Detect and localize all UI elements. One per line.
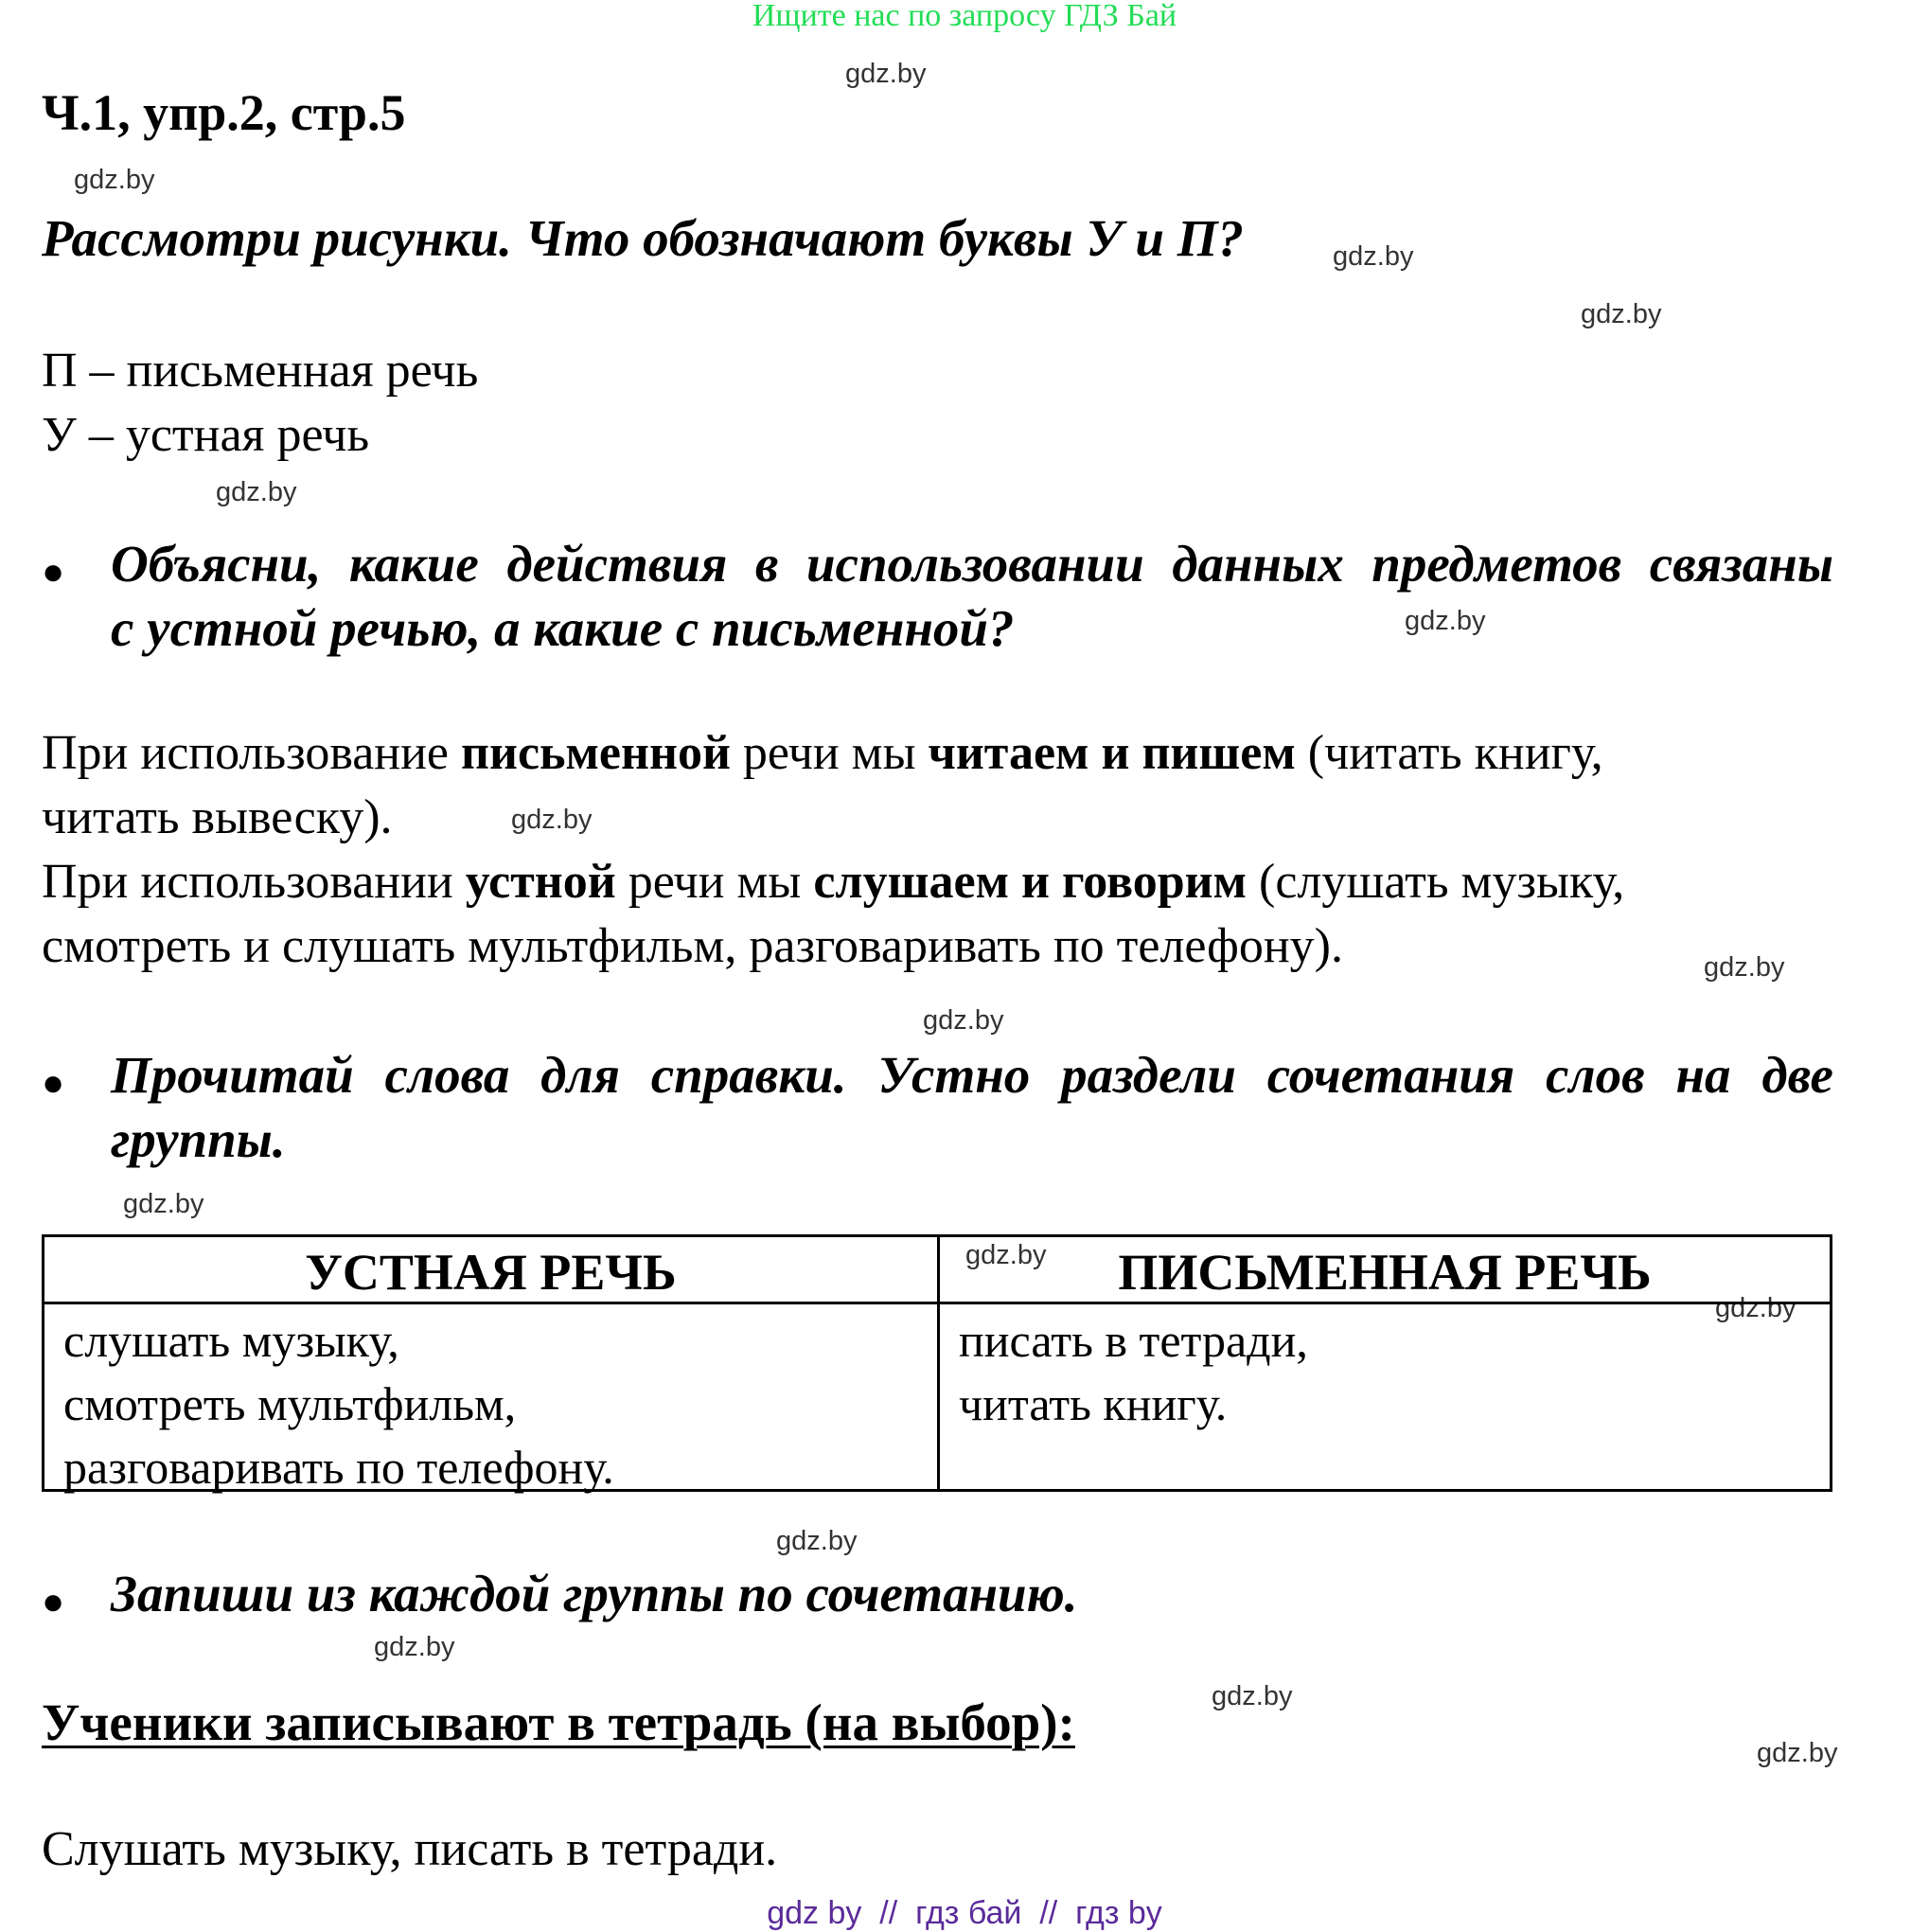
bold-text: письменной [461,726,731,780]
text: речи мы [615,855,814,909]
section-subheading: Ученики записывают в тетрадь (на выбор): [42,1693,1075,1751]
word: Устно [877,1046,1031,1104]
word: сочетания [1266,1046,1515,1104]
text: При использовании [42,855,466,909]
answer-line: читать вывеску). [42,790,393,844]
word: две [1761,1046,1833,1104]
watermark: gdz.by [74,165,155,195]
table-divider [44,1302,1830,1304]
word: предметов [1372,535,1622,593]
answer-line: П – письменная речь [42,344,479,398]
watermark: gdz.by [374,1632,455,1662]
word: слова [384,1046,510,1104]
answer-paragraph [42,854,1833,910]
watermark: gdz.by [965,1240,1047,1270]
top-banner: Ищите нас по запросу ГДЗ Бай [752,0,1177,33]
answer-line: У – устная речь [42,408,370,462]
task-question: Запиши из каждой группы по сочетанию. [111,1565,1078,1622]
word: в [754,535,779,593]
table-cell [63,1309,614,1499]
answer-line [42,854,1833,910]
text: (слушать музыку, [1247,855,1625,909]
watermark: gdz.by [123,1189,204,1219]
text: (читать книгу, [1295,726,1603,780]
task-line: группы. [111,1110,286,1168]
table-cell-line: слушать музыку, [63,1314,399,1367]
watermark: gdz.by [1333,241,1414,272]
word: Объясни, [111,535,322,593]
watermark: gdz.by [1581,299,1662,329]
answer-line: смотреть и слушать мультфильм, разговаривать по телефону). [42,919,1343,973]
word: справки. [650,1046,847,1104]
bullet-icon: ● [42,1580,65,1622]
task-question: Рассмотри рисунки. Что обозначают буквы У и П? [42,209,1245,267]
watermark: gdz.by [1212,1681,1293,1711]
bullet-icon: ● [42,550,65,593]
word: раздели [1061,1046,1236,1104]
watermark: gdz.by [845,59,927,89]
table-cell [959,1309,1308,1436]
table-header: ПИСЬМЕННАЯ РЕЧЬ [1118,1244,1652,1301]
task-line: с устной речью, а какие с письменной? [111,599,1015,657]
word: слов [1545,1046,1645,1104]
task-question [111,534,1833,594]
task-question [111,1045,1833,1105]
text: При использование [42,726,462,780]
bullet-icon: ● [42,1061,65,1104]
word: данных [1172,535,1344,593]
table-header: УСТНАЯ РЕЧЬ [305,1244,677,1301]
word: какие [348,535,479,593]
watermark: gdz.by [511,805,593,835]
speech-table [42,1234,1832,1492]
text: речи мы [730,726,929,780]
task-line [111,1045,1833,1105]
table-cell-line: писать в тетради, [959,1314,1308,1367]
exercise-title: Ч.1, упр.2, стр.5 [42,84,406,141]
watermark: gdz.by [923,1005,1004,1036]
word: использовании [805,535,1144,593]
task-line [111,534,1833,594]
bold-text: устной [465,855,616,909]
word: для [540,1046,620,1104]
footer-text: gdz by // гдз бай // гдз by [767,1895,1162,1931]
answer-line [42,725,1833,781]
watermark: gdz.by [216,477,297,507]
bold-text: читаем и пишем [928,726,1296,780]
bold-text: слушаем и говорим [813,855,1247,909]
final-answer: Слушать музыку, писать в тетради. [42,1822,778,1876]
watermark: gdz.by [776,1526,858,1556]
table-cell-line: смотреть мультфильм, [63,1377,517,1430]
table-cell-line: читать книгу. [959,1377,1228,1430]
watermark: gdz.by [1715,1293,1796,1323]
watermark: gdz.by [1405,606,1486,636]
word: связаны [1649,535,1833,593]
watermark: gdz.by [1757,1738,1838,1768]
table-cell-line: разговаривать по телефону. [63,1441,614,1494]
word: на [1675,1046,1731,1104]
word: действия [506,535,728,593]
answer-paragraph [42,725,1833,781]
word: Прочитай [111,1046,354,1104]
watermark: gdz.by [1704,952,1785,983]
